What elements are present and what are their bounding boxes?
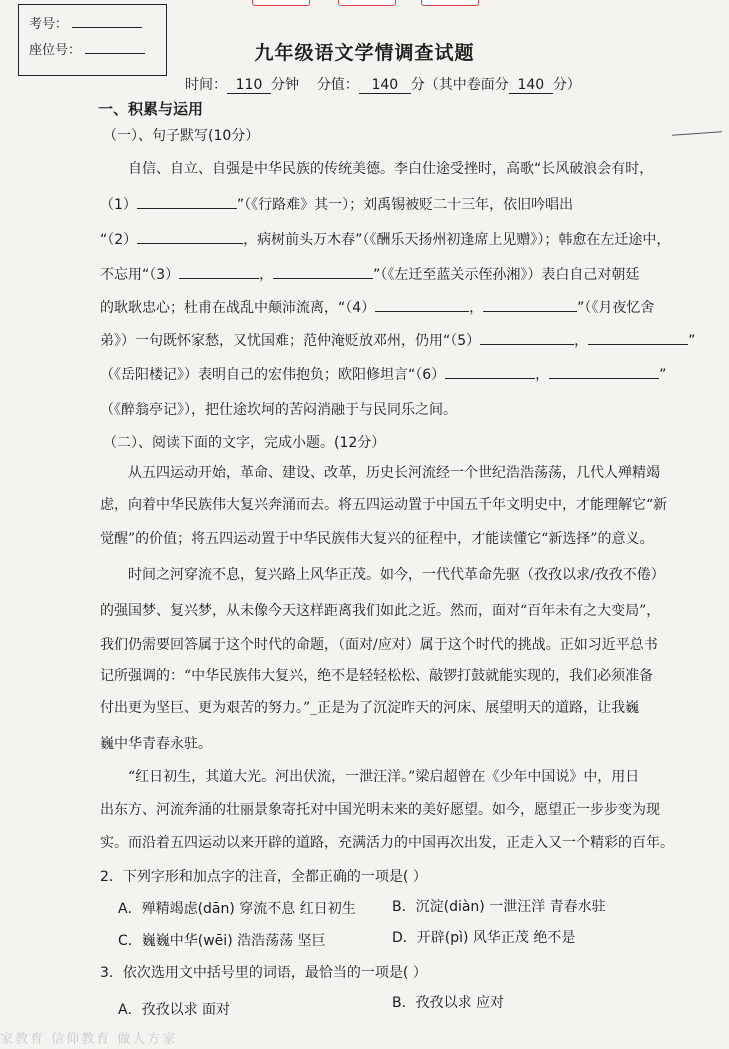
dictation-line-3 xyxy=(100,229,670,249)
score-value: 140 xyxy=(359,77,411,94)
question-2-stem: 2．下列字形和加点字的注音，全都正确的一项是( ） xyxy=(100,869,427,885)
passage-line: 巍中华青春永驻。 xyxy=(100,736,212,752)
exam-no-row xyxy=(29,13,142,32)
question-2-option-d[interactable]: D．开辟(pì) 风华正茂 绝不是 xyxy=(392,930,576,946)
pen-stroke xyxy=(672,131,722,135)
passage-line: 从五四运动开始，革命、建设、改革，历史长河流经一个世纪浩浩荡荡，几代人殚精竭 xyxy=(128,465,660,481)
tab-1 xyxy=(252,0,310,6)
answer-blank-6a[interactable] xyxy=(445,364,535,379)
seat-no-label: 座位号： xyxy=(29,43,82,58)
dictation-text: ”（《左迁至蓝关示侄孙湘》）表白自己对朝廷 xyxy=(373,267,640,283)
quote-close: ” xyxy=(688,333,696,349)
blank-label-3: 不忘用“（3） xyxy=(100,267,180,283)
passage-line: 虑，向着中华民族伟大复兴奔涌而去。将五四运动置于中国五千年文明史中，才能理解它“新 xyxy=(100,497,668,513)
answer-blank-2[interactable] xyxy=(137,229,243,244)
question-3-option-a[interactable]: A．孜孜以求 面对 xyxy=(118,1002,231,1018)
time-label: 时间： xyxy=(185,77,227,93)
exam-info xyxy=(185,74,581,94)
passage-line: 的强国梦、复兴梦，从未像今天这样距离我们如此之近。然而，面对“百年未有之大变局”， xyxy=(100,603,661,619)
section-heading: 一、积累与运用 xyxy=(98,100,204,118)
answer-blank-3a[interactable] xyxy=(179,264,259,279)
comma: ， xyxy=(535,367,550,383)
page-title: 九年级语文学情调查试题 xyxy=(254,42,475,64)
dictation-text: ”（《行路难》其一）；刘禹锡被贬二十三年，依旧吟唱出 xyxy=(236,197,574,213)
passage-line: 我们仍需要回答属于这个时代的命题，（面对/应对）属于这个时代的挑战。正如习近平总书 xyxy=(100,637,658,653)
dictation-line-4 xyxy=(100,264,639,284)
time-value: 110 xyxy=(227,77,271,94)
part1-heading: （一）、句子默写(10分） xyxy=(103,128,260,144)
blank-label-1: （1） xyxy=(100,197,137,213)
dictation-text: ，病树前头万木春”（《酬乐天扬州初逢席上见赠》）；韩愈在左迁途中， xyxy=(243,232,671,248)
quote-close: ” xyxy=(659,367,667,383)
passage-line: 实。而沿着五四运动以来开辟的道路，充满活力的中国再次出发，正走入又一个精彩的百年。 xyxy=(100,835,674,851)
answer-blank-3b[interactable] xyxy=(273,264,373,279)
score-unit: 分（其中卷面分 xyxy=(410,77,509,93)
answer-blank-4a[interactable] xyxy=(375,297,469,312)
comma: ， xyxy=(259,267,274,283)
tab-2 xyxy=(338,0,396,6)
passage-line: 付出更为坚巨、更为艰苦的努力。”_正是为了沉淀昨天的河床、展望明天的道路，让我巍 xyxy=(100,700,640,716)
score-label: 分值： xyxy=(316,77,359,93)
dictation-line-5 xyxy=(100,297,654,317)
paper-score-unit: 分） xyxy=(552,77,581,93)
dictation-line-1: 自信、自立、自强是中华民族的传统美德。李白仕途受挫时，高歌“长风破浪会有时， xyxy=(128,161,654,177)
answer-blank-1[interactable] xyxy=(137,194,237,209)
passage-line: 时间之河穿流不息，复兴路上风华正茂。如今，一代代革命先驱（孜孜以求/孜孜不倦） xyxy=(128,567,665,583)
comma: ， xyxy=(574,333,589,349)
passage-line: “红日初生，其道大光。河出伏流，一泄汪洋。”梁启超曾在《少年中国说》中，用日 xyxy=(128,769,640,785)
question-3-option-b[interactable]: B．孜孜以求 应对 xyxy=(392,995,505,1011)
dictation-text: ”（《月夜忆舍 xyxy=(577,300,655,316)
dictation-line-7 xyxy=(100,364,666,384)
passage-line: 出东方、河流奔涌的壮丽景象寄托对中国光明未来的美好愿望。如今，愿望正一步步变为现 xyxy=(100,802,660,818)
tab-3 xyxy=(421,0,479,6)
comma: ， xyxy=(469,300,484,316)
answer-blank-4b[interactable] xyxy=(483,297,577,312)
answer-blank-5a[interactable] xyxy=(480,330,574,345)
exam-no-label: 考号： xyxy=(29,17,69,32)
bleed-through-text: 家教育 信仰教育 做人方家 xyxy=(0,1032,178,1047)
dictation-line-6 xyxy=(100,330,695,350)
blank-label-5: 弟》）一句既怀家愁，又忧国难；范仲淹贬放邓州，仍用“（5） xyxy=(100,333,481,349)
time-unit: 分钟 xyxy=(271,77,299,93)
blank-label-4: 的耿耿忠心；杜甫在战乱中颠沛流离，“（4） xyxy=(100,300,376,316)
answer-blank-6b[interactable] xyxy=(549,364,659,379)
question-3-stem: 3．依次选用文中括号里的词语，最恰当的一项是( ） xyxy=(100,965,427,981)
blank-label-2: “（2） xyxy=(100,232,138,248)
dictation-line-2 xyxy=(100,194,573,214)
question-2-option-c[interactable]: C．巍巍中华(wēi) 浩浩荡荡 坚巨 xyxy=(118,933,326,949)
dictation-line-8: （《醉翁亭记》），把仕途坎坷的苦闷消融于与民同乐之间。 xyxy=(100,402,457,418)
paper-score-value: 140 xyxy=(509,77,553,94)
exam-no-blank xyxy=(72,15,142,28)
part2-heading: （二）、阅读下面的文字，完成小题。(12分） xyxy=(103,435,386,451)
answer-blank-5b[interactable] xyxy=(588,330,688,345)
question-2-option-a[interactable]: A．殚精竭虑(dān) 穿流不息 红日初生 xyxy=(118,901,356,917)
question-2-option-b[interactable]: B．沉淀(diàn) 一泄汪洋 青春水驻 xyxy=(392,899,606,915)
blank-label-6: （《岳阳楼记》）表明自己的宏伟抱负；欧阳修坦言“（6） xyxy=(100,367,446,383)
passage-line: 记所强调的：“中华民族伟大复兴，绝不是轻轻松松、敲锣打鼓就能实现的，我们必须准备 xyxy=(100,668,654,684)
passage-line: 觉醒”的价值；将五四运动置于中华民族伟大复兴的征程中，才能读懂它“新选择”的意义。 xyxy=(100,531,654,547)
